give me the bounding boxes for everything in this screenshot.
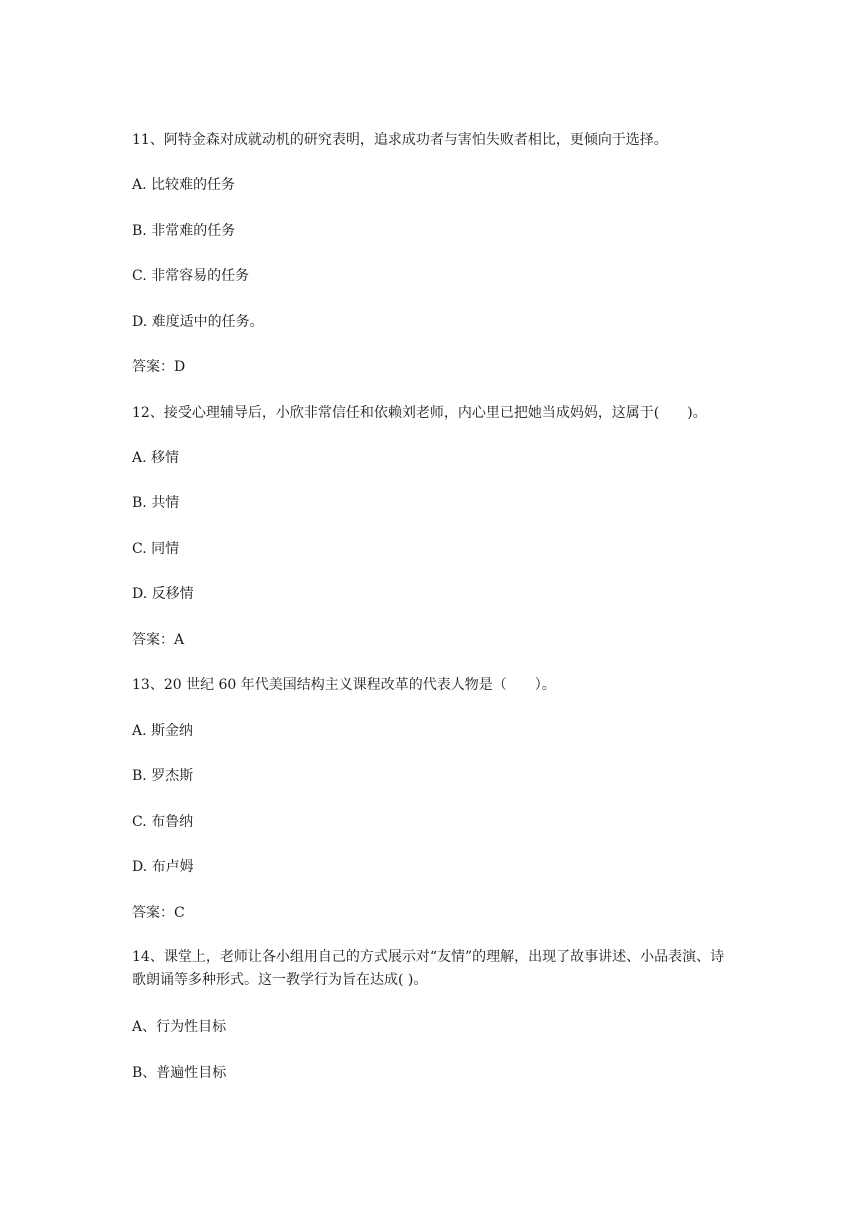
question-12-option-c: C. 同情 — [132, 541, 180, 557]
question-11-stem: 11、阿特金森对成就动机的研究表明，追求成功者与害怕失败者相比，更倾向于选择。 — [132, 132, 668, 148]
question-13-option-b: B. 罗杰斯 — [132, 768, 194, 784]
question-11-option-a: A. 比较难的任务 — [132, 177, 236, 193]
question-11-option-d: D. 难度适中的任务。 — [132, 314, 264, 330]
question-11-option-c: C. 非常容易的任务 — [132, 268, 250, 284]
question-13-stem: 13、20 世纪 60 年代美国结构主义课程改革的代表人物是（ ）。 — [132, 677, 556, 693]
question-12-answer: 答案：A — [132, 632, 185, 648]
question-12-option-a: A. 移情 — [132, 450, 180, 466]
question-13-option-d: D. 布卢姆 — [132, 859, 194, 875]
question-11-answer: 答案：D — [132, 359, 186, 375]
question-14-stem: 14、课堂上，老师让各小组用自己的方式展示对“友情”的理解，出现了故事讲述、小品表演、诗歌朗诵等多种形式。这一教学行为旨在达成( )。 — [132, 949, 725, 988]
question-14-option-b: B、普遍性目标 — [132, 1065, 227, 1081]
question-14-option-a: A、行为性目标 — [132, 1019, 227, 1035]
question-12-option-d: D. 反移情 — [132, 586, 194, 602]
question-12-option-b: B. 共情 — [132, 495, 180, 511]
question-13-option-c: C. 布鲁纳 — [132, 814, 194, 830]
question-13-answer: 答案：C — [132, 905, 185, 921]
question-12-stem: 12、接受心理辅导后，小欣非常信任和依赖刘老师，内心里已把她当成妈妈，这属于( )。 — [132, 405, 707, 421]
question-13-option-a: A. 斯金纳 — [132, 723, 194, 739]
question-11-option-b: B. 非常难的任务 — [132, 223, 236, 239]
